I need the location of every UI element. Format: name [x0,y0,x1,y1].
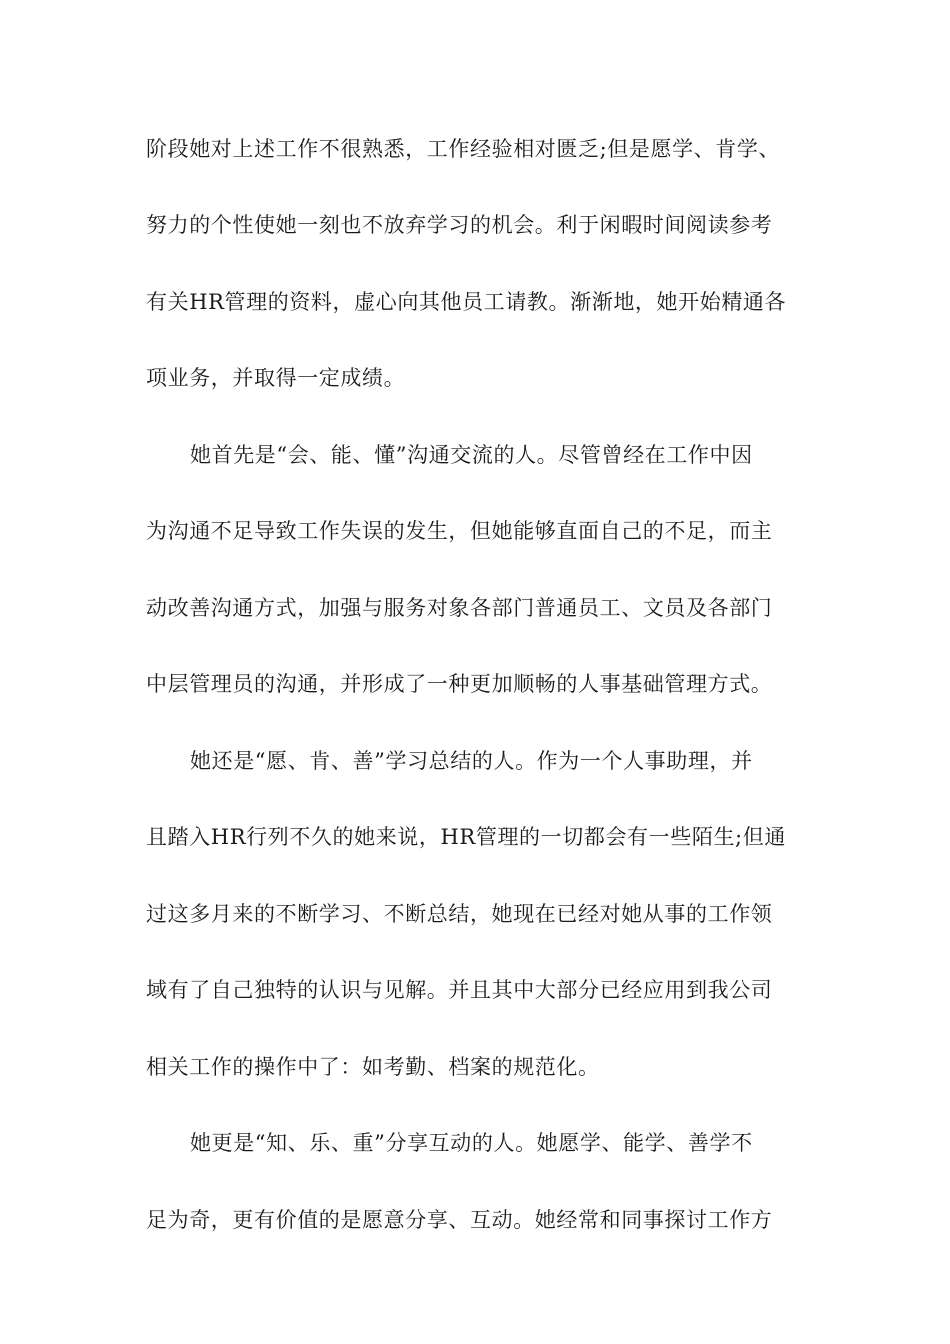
text-line: 为沟通不足导致工作失误的发生，但她能够直面自己的不足，而主 [146,519,773,543]
text-line: 努力的个性使她一刻也不放弃学习的机会。利于闲暇时间阅读参考 [146,213,773,237]
paragraph-start-line: 她首先是“会、能、懂”沟通交流的人。尽管曾经在工作中因 [190,443,753,467]
text-line: 足为奇，更有价值的是愿意分享、互动。她经常和同事探讨工作方 [146,1208,773,1232]
text-line: 中层管理员的沟通，并形成了一种更加顺畅的人事基础管理方式。 [146,672,773,696]
text-line: 且踏入HR行列不久的她来说，HR管理的一切都会有一些陌生;但通 [146,825,786,849]
text-line: 相关工作的操作中了：如考勤、档案的规范化。 [146,1055,600,1079]
text-line: 有关HR管理的资料，虚心向其他员工请教。渐渐地，她开始精通各 [146,290,787,314]
text-line: 阶段她对上述工作不很熟悉，工作经验相对匮乏;但是愿学、肯学、 [146,137,781,161]
text-line: 项业务，并取得一定成绩。 [146,366,406,390]
text-line: 域有了自己独特的认识与见解。并且其中大部分已经应用到我公司 [146,978,773,1002]
paragraph-start-line: 她还是“愿、肯、善”学习总结的人。作为一个人事助理，并 [190,749,753,773]
text-line: 过这多月来的不断学习、不断总结，她现在已经对她从事的工作领 [146,902,773,926]
paragraph-start-line: 她更是“知、乐、重”分享互动的人。她愿学、能学、善学不 [190,1131,753,1155]
text-line: 动改善沟通方式，加强与服务对象各部门普通员工、文员及各部门 [146,596,773,620]
